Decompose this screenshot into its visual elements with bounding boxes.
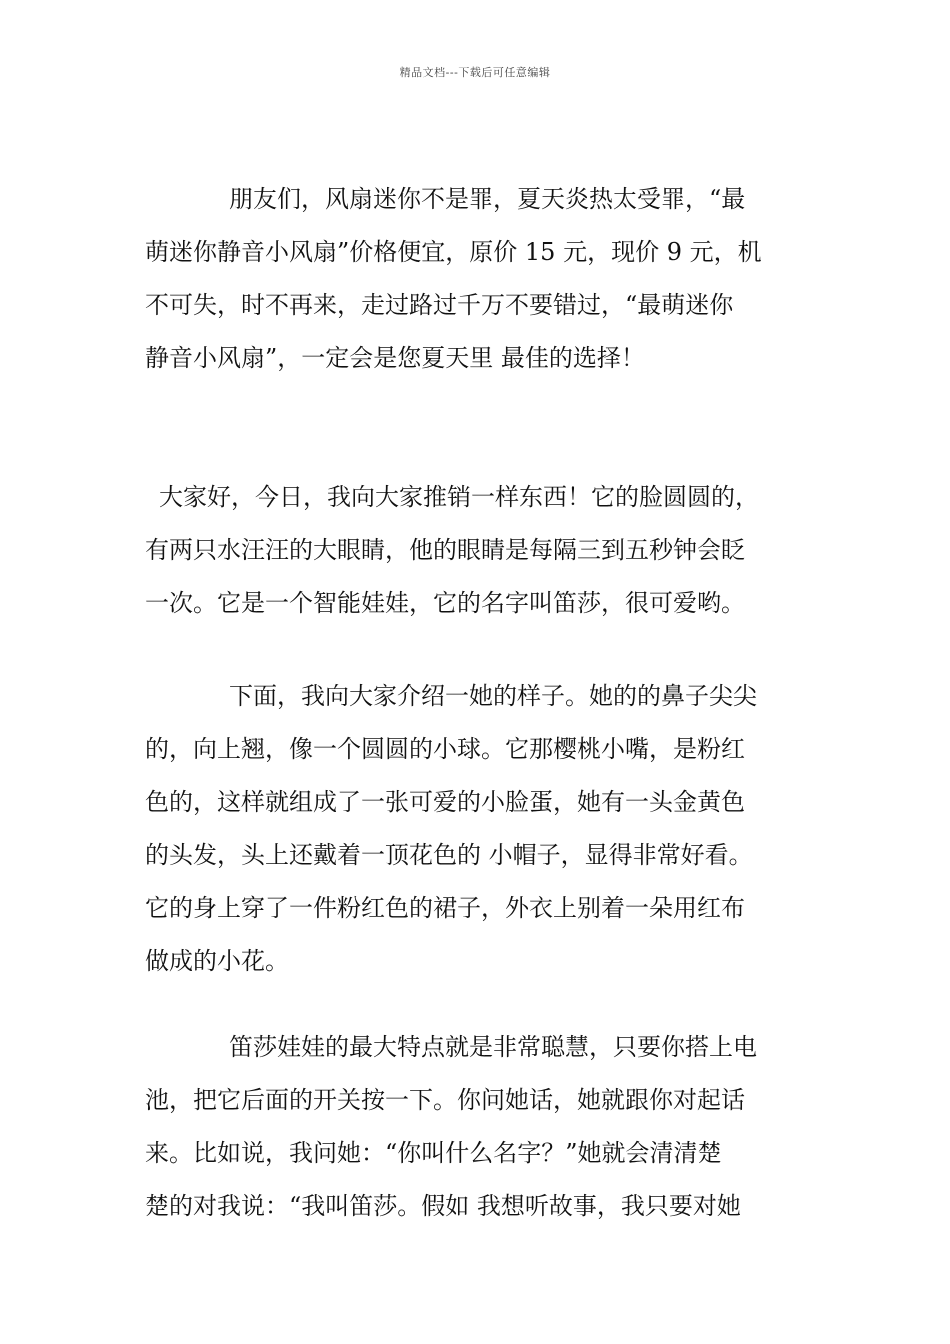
text-line: 不可失，时不再来，走过路过千万不要错过，“最萌迷你 [145, 291, 734, 319]
text-line: 池，把它后面的开关按一下。你问她话，她就跟你对起话 [145, 1086, 745, 1114]
text-line: 下面，我向大家介绍一她的样子。她的的鼻子尖尖 [229, 682, 757, 710]
paragraph-doll-features [145, 1021, 807, 1233]
paragraph-doll-appearance [145, 670, 807, 988]
paragraph-fan [145, 173, 807, 385]
text-line: 来。比如说，我问她：“你叫什么名字？”她就会清清楚 [145, 1139, 722, 1167]
paragraph-doll-intro [145, 471, 807, 630]
text-line: 的头发，头上还戴着一顶花色的 小帽子，显得非常好看。 [145, 841, 753, 869]
text-line: 大家好，今日，我向大家推销一样东西！它的脸圆圆的， [159, 483, 759, 511]
page-header: 精品文档---下载后可任意编辑 [399, 66, 551, 79]
text-line: 萌迷你静音小风扇”价格便宜，原价 15 元，现价 9 元，机 [145, 238, 762, 266]
text-line: 的，向上翘，像一个圆圆的小球。它那樱桃小嘴，是粉红 [145, 735, 745, 763]
text-line: 楚的对我说：“我叫笛莎。假如 我想听故事，我只要对她 [145, 1192, 741, 1220]
text-line: 一次。它是一个智能娃娃，它的名字叫笛莎，很可爱哟。 [145, 589, 745, 617]
text-line: 色的，这样就组成了一张可爱的小脸蛋，她有一头金黄色 [145, 788, 745, 816]
text-line: 朋友们，风扇迷你不是罪，夏天炎热太受罪，“最 [229, 185, 746, 213]
text-line: 做成的小花。 [145, 947, 289, 975]
text-line: 静音小风扇”，一定会是您夏天里 最佳的选择！ [145, 344, 645, 372]
text-line: 笛莎娃娃的最大特点就是非常聪慧，只要你搭上电 [229, 1033, 757, 1061]
text-line: 它的身上穿了一件粉红色的裙子，外衣上别着一朵用红布 [145, 894, 745, 922]
text-line: 有两只水汪汪的大眼睛，他的眼睛是每隔三到五秒钟会眨 [145, 536, 745, 564]
